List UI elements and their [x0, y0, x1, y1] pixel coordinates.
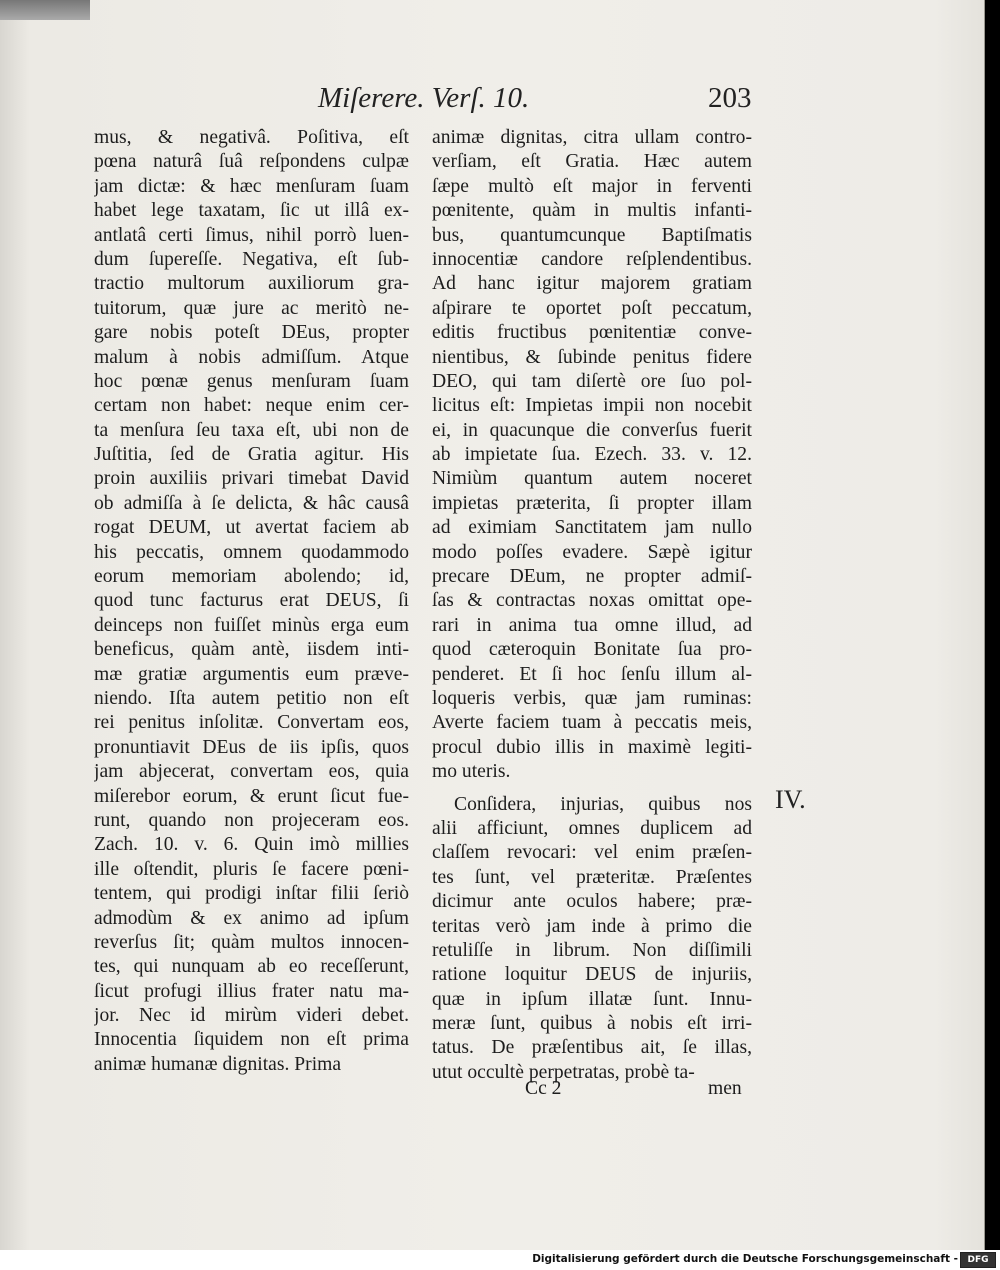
text-line: ei, in quacunque die converſus fuerit — [432, 419, 752, 441]
signature-mark: Cc 2 — [525, 1078, 562, 1099]
text-line: impietas præterita, ſi propter illam — [432, 492, 752, 514]
catchword: men — [708, 1078, 742, 1099]
text-line: precare DEum, ne propter admiſ- — [432, 566, 752, 588]
text-line: hoc pœnæ genus menſuram ſuam — [94, 370, 409, 392]
text-line: innocentiæ candore reſplendentibus. — [432, 248, 752, 270]
text-line: utut occultè perpetratas, probè ta- — [432, 1061, 695, 1083]
page-header — [0, 80, 1000, 126]
text-line: Averte faciem tuam à peccatis meis, — [432, 712, 752, 734]
text-line: ob admiſſa à ſe delicta, & hâc causâ — [94, 492, 409, 514]
text-line: penderet. Et ſi hoc ſenſu illum al- — [432, 663, 752, 685]
text-line: quod cæteroquin Bonitate ſua pro- — [432, 639, 752, 661]
text-line: certam non habet: neque enim cer- — [94, 395, 409, 417]
text-line: gare nobis poteſt DEus, propter — [94, 322, 409, 344]
running-title: Miſerere. Verſ. 10. — [318, 82, 530, 114]
text-line: proin auxiliis privari timebat David — [94, 468, 409, 490]
text-line: mo uteris. — [432, 761, 511, 783]
text-line: nientibus, & ſubinde penitus fidere — [432, 346, 752, 368]
text-line: Ad hanc igitur majorem gratiam — [432, 273, 752, 295]
footer-bar — [0, 1250, 1000, 1270]
text-line: niendo. Iſta autem petitio non eſt — [94, 687, 409, 709]
text-line: tes ſunt, vel præteritæ. Præſentes — [432, 866, 752, 888]
text-line: pronuntiavit DEus de iis ipſis, quos — [94, 736, 409, 758]
text-line: reverſus ſit; quàm multos innocen- — [94, 931, 409, 953]
text-line: admodùm & ex animo ad ipſum — [94, 907, 409, 929]
text-line: loqueris verbis, quæ jam ruminas: — [432, 687, 752, 709]
text-line: pœnitente, quàm in multis infanti- — [432, 200, 752, 222]
text-line: ſæpe multò eſt major in ferventi — [432, 175, 752, 197]
text-line: ille oſtendit, pluris ſe facere pœni- — [94, 858, 409, 880]
text-line: runt, quando non projeceram eos. — [94, 809, 409, 831]
text-line: miſerebor eorum, & erunt ſicut fue- — [94, 785, 409, 807]
dfg-logo-icon: DFG — [960, 1252, 996, 1268]
right-column-paragraph-2 — [432, 793, 752, 1086]
page-number: 203 — [708, 82, 752, 114]
text-line: dicimur ante oculos habere; præ- — [432, 891, 752, 913]
text-line: jam dictæ: & hæc menſuram ſuam — [94, 175, 409, 197]
text-line: rogat DEUM, ut avertat faciem ab — [94, 517, 409, 539]
text-line: tuitorum, quæ jure ac meritò ne- — [94, 297, 409, 319]
text-line: dum ſupereſſe. Negativa, eſt ſub- — [94, 248, 409, 270]
text-line: tes, qui nunquam ab eo receſſerunt, — [94, 956, 409, 978]
text-line: animæ humanæ dignitas. Prima — [94, 1053, 342, 1075]
text-line: malum à nobis admiſſum. Atque — [94, 346, 409, 368]
text-line: editis fructibus pœnitentiæ conve- — [432, 322, 752, 344]
text-line: Innocentia ſiquidem non eſt prima — [94, 1029, 409, 1051]
text-line: alii afficiunt, omnes duplicem ad — [432, 817, 752, 839]
text-line: rei penitus inſolitæ. Convertam eos, — [94, 712, 409, 734]
text-line: bus, quantumcunque Baptiſmatis — [432, 224, 752, 246]
text-line: verſiam, eſt Gratia. Hæc autem — [432, 151, 752, 173]
text-line: pœna naturâ ſuâ reſpondens culpæ — [94, 151, 409, 173]
text-line: teritas verò jam inde à primo die — [432, 915, 752, 937]
text-line: claſſem revocari: vel enim præſen- — [432, 842, 752, 864]
right-column-paragraph-1 — [432, 126, 752, 785]
right-column — [432, 126, 752, 1085]
text-line: mæ gratiæ argumentis eum præve- — [94, 663, 409, 685]
text-line: ſicut profugi illius frater natu ma- — [94, 980, 409, 1002]
footer-credit: Digitalisierung gefördert durch die Deutsche Forschungsgemeinschaft - — [532, 1253, 958, 1265]
text-line: modo poſſes evadere. Sæpè igitur — [432, 541, 752, 563]
text-line: ad eximiam Sanctitatem jam nullo — [432, 517, 752, 539]
text-line: Zach. 10. v. 6. Quin imò millies — [94, 834, 409, 856]
text-line: Conſidera, injurias, quibus nos — [454, 793, 752, 815]
text-line: quod tunc facturus erat DEUS, ſi — [94, 590, 409, 612]
text-line: Juſtitia, ſed de Gratia agitur. His — [94, 444, 409, 466]
text-line: DEO, qui tam diſertè ore ſuo pol- — [432, 370, 752, 392]
text-line: his peccatis, omnem quodammodo — [94, 541, 409, 563]
text-line: antlatâ certi ſimus, nihil porrò luen- — [94, 224, 409, 246]
paragraph-gap — [432, 785, 752, 793]
text-line: tractio multorum auxiliorum gra- — [94, 273, 409, 295]
text-line: meræ ſunt, quibus à nobis eſt irri- — [432, 1013, 752, 1035]
text-line: mus, & negativâ. Poſitiva, eſt — [94, 127, 409, 148]
text-line: ratione loquitur DEUS de injuriis, — [432, 964, 752, 986]
text-line: jam abjecerat, convertam eos, quia — [94, 761, 409, 783]
text-line: Nimiùm quantum autem noceret — [432, 468, 752, 490]
text-line: deinceps non fuiſſet minùs erga eum — [94, 614, 409, 636]
text-line: jor. Nec id mirùm videri debet. — [94, 1005, 409, 1027]
text-line: aſpirare te oportet poſt peccatum, — [432, 297, 752, 319]
text-line: tatus. De præſentibus ait, ſe illas, — [432, 1037, 752, 1059]
text-line: ta menſura ſeu taxa eſt, ubi non de — [94, 419, 409, 441]
text-line: retuliſſe in librum. Non diſſimili — [432, 939, 752, 961]
text-line: quæ in ipſum illatæ ſunt. Innu- — [432, 988, 752, 1010]
text-line: ab impietate ſua. Ezech. 33. v. 12. — [432, 444, 752, 466]
text-line: rari in anima tua omne illud, ad — [432, 614, 752, 636]
left-column — [94, 126, 409, 1077]
text-line: procul dubio illis in maximè legiti- — [432, 736, 752, 758]
text-line: beneficus, quàm antè, iisdem inti- — [94, 639, 409, 661]
text-line: licitus eſt: Impietas impii non nocebit — [432, 395, 752, 417]
text-line: animæ dignitas, citra ullam contro- — [432, 127, 752, 148]
page-corner-shadow — [0, 0, 90, 20]
margin-note-numeral: IV. — [775, 785, 806, 814]
text-line: ſas & contractas noxas omittat ope- — [432, 590, 752, 612]
text-line: habet lege taxatam, ſic ut illâ ex- — [94, 200, 409, 222]
text-line: eorum memoriam abolendo; id, — [94, 566, 409, 588]
text-line: tentem, qui prodigi inſtar filii ſeriò — [94, 883, 409, 905]
